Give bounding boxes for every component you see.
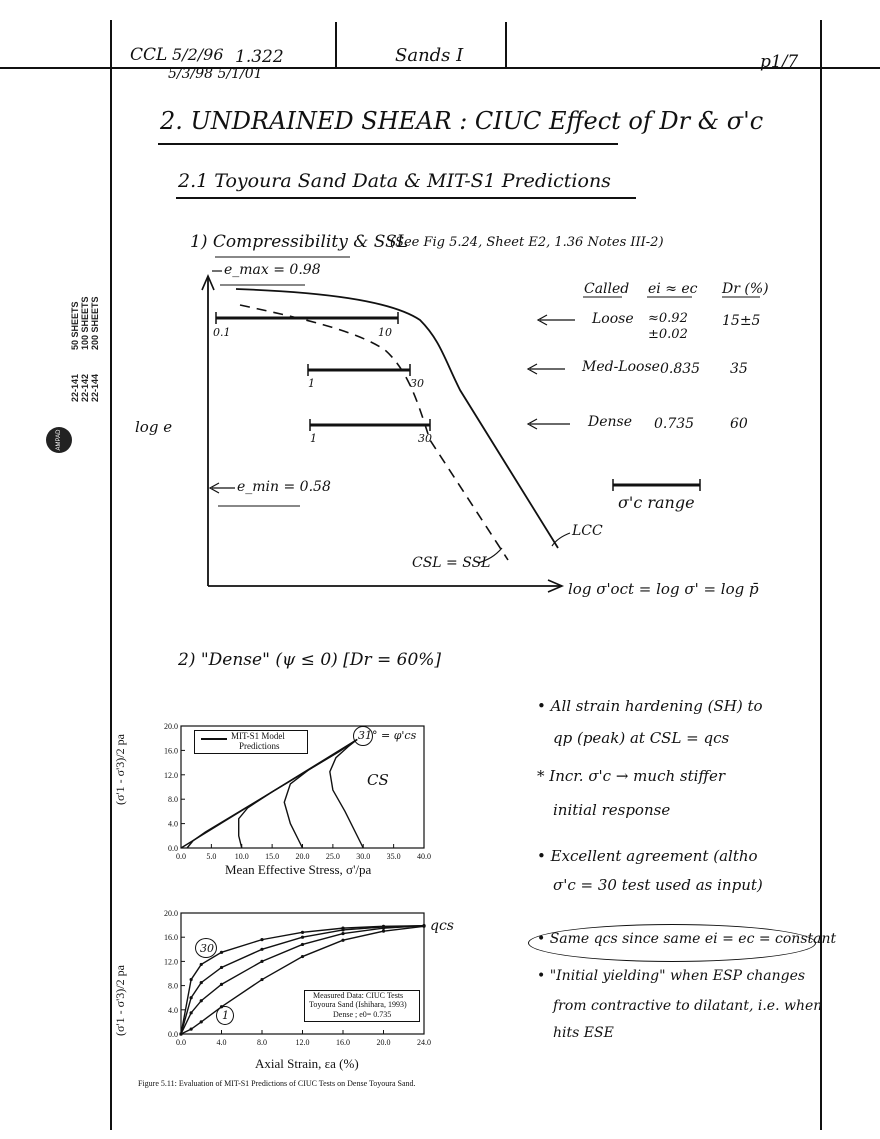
xaxis-label: log σ'oct = log σ' = log p̄ (568, 580, 759, 598)
note-line: qp (peak) at CSL = qcs (553, 729, 730, 747)
bottom-chart-series-point (260, 960, 263, 963)
header-page: p1/7 (760, 52, 799, 72)
csl-label: CSL = SSL (412, 555, 491, 571)
section-title: 2. UNDRAINED SHEAR : CIUC Effect of Dr & σ'c (160, 107, 764, 135)
range-dense-left: 1 (310, 432, 317, 445)
bottom-chart-y-tick-label: 4.0 (168, 1005, 178, 1015)
item1-title: 1) Compressibility & SSL (190, 232, 409, 252)
bottom-chart-series-point (301, 936, 304, 939)
legend-line: MIT-S1 Model (231, 731, 285, 741)
top-chart-x-tick-label: 35.0 (386, 852, 401, 861)
bottom-chart-series-point (260, 938, 263, 941)
range-dense-right: 30 (418, 432, 432, 445)
header-date: 5/2/96 (172, 45, 224, 64)
bottom-chart-y-tick-label: 8.0 (168, 981, 178, 991)
bottom-chart-x-tick-label: 16.0 (336, 1038, 350, 1047)
legend-line: Toyoura Sand (Ishihara, 1993) (309, 1000, 407, 1009)
pad-col-2: 50 SHEETS 100 SHEETS 200 SHEETS (70, 296, 100, 350)
top-chart-y-tick-label: 12.0 (164, 770, 178, 780)
bottom-chart-series-point (301, 931, 304, 934)
bottom-chart-series-point (422, 925, 425, 928)
header-dates-2: 5/3/98 5/1/01 (168, 66, 263, 82)
note-line: • Excellent agreement (altho (537, 847, 758, 865)
top-chart-y-tick-label: 16.0 (164, 746, 178, 756)
bottom-chart-series-point (220, 951, 223, 954)
range-loose-right: 10 (378, 326, 392, 339)
bottom-chart-x-tick-label: 12.0 (295, 1038, 310, 1047)
item2-title: 2) "Dense" (ψ ≤ 0) [Dr = 60%] (178, 650, 442, 670)
table-row-e: 0.835 (660, 361, 701, 377)
table-row-e: ≈0.92 ±0.02 (648, 311, 688, 342)
bottom-chart-series-point (382, 927, 385, 930)
top-chart-y-tick-label: 4.0 (168, 819, 178, 829)
annot-30: 30 (200, 942, 214, 955)
bottom-chart-x-tick-label: 0.0 (176, 1038, 186, 1047)
note-line: initial response (553, 801, 671, 819)
bottom-chart-series-point (220, 983, 223, 986)
range-legend-label: σ'c range (618, 493, 695, 512)
note-line: * Incr. σ'c → much stiffer (537, 767, 726, 785)
yaxis-label: log e (135, 418, 173, 436)
table-row-dr: 60 (730, 416, 748, 432)
bottom-chart-series-point (190, 1028, 193, 1031)
bottom-chart-x-tick-label: 24.0 (417, 1038, 431, 1047)
bottom-chart-series-point (190, 996, 193, 999)
top-chart-y-tick-label: 8.0 (168, 795, 178, 805)
bottom-chart-series-point (200, 963, 203, 966)
table-row-e: 0.735 (654, 416, 695, 432)
header-course: 1.322 (235, 47, 284, 67)
bottom-chart-series-point (341, 939, 344, 942)
note-line: • "Initial yielding" when ESP changes (537, 968, 806, 984)
bottom-chart-series-point (260, 948, 263, 951)
table-row-name: Loose (592, 311, 634, 327)
bottom-chart-series-point (301, 943, 304, 946)
bottom-chart-series-point (301, 955, 304, 958)
bottom-chart-y-tick-label: 16.0 (164, 933, 178, 943)
table-row-dr: 35 (730, 361, 748, 377)
annot-1-circle (216, 1006, 234, 1025)
top-chart-x-tick-label: 25.0 (325, 852, 340, 861)
note-line: • All strain hardening (SH) to (537, 697, 763, 715)
top-chart-y-tick-label: 0.0 (168, 844, 178, 853)
range-loose-left: 0.1 (213, 326, 231, 339)
annot-cs: CS (367, 771, 389, 789)
top-chart-x-tick-label: 10.0 (234, 852, 249, 861)
table-row-name: Dense (588, 414, 632, 430)
annot-1: 1 (222, 1009, 229, 1022)
table-row-name: Med-Loose (582, 359, 660, 375)
top-chart-ylabel: (σ'1 - σ'3)/2 pa (113, 734, 127, 805)
bottom-chart-ylabel: (σ'1 - σ'3)/2 pa (113, 965, 127, 1036)
bottom-chart-series-point (220, 966, 223, 969)
bottom-chart-series-point (190, 978, 193, 981)
note-line: • Same qcs since same ei = ec = constant (537, 931, 837, 947)
figure-caption: Figure 5.11: Evaluation of MIT-S1 Predictions of CIUC Tests on Dense Toyoura Sand. (138, 1079, 416, 1088)
bottom-chart-series-point (382, 930, 385, 933)
bottom-chart-series-point (341, 932, 344, 935)
note-line: hits ESE (553, 1025, 614, 1041)
pad-logo-icon: AMPAD (46, 427, 72, 453)
bottom-chart-x-tick-label: 4.0 (216, 1038, 227, 1047)
legend-line: Dense ; e0= 0.735 (333, 1010, 392, 1019)
emax-label: e_max = 0.98 (224, 262, 321, 278)
table-header-dr: Dr (%) (722, 281, 769, 297)
bottom-chart-series-point (200, 981, 203, 984)
bottom-chart-series-point (190, 1011, 193, 1014)
table-header-e: ei ≈ ec (648, 281, 698, 297)
range-medloose-left: 1 (308, 377, 315, 390)
top-chart-x-tick-label: 20.0 (295, 852, 310, 861)
bottom-chart-series-point (179, 1032, 182, 1035)
bottom-chart-series-point (341, 928, 344, 931)
top-chart-x-tick-label: 0.0 (176, 852, 186, 861)
range-medloose-right: 30 (410, 377, 424, 390)
item1-reference: (See Fig 5.24, Sheet E2, 1.36 Notes III-2) (390, 235, 664, 250)
annot-30-circle (195, 938, 217, 958)
bottom-chart-y-tick-label: 20.0 (164, 909, 178, 918)
emin-label: e_min = 0.58 (237, 479, 331, 495)
header-initials: CCL (130, 45, 168, 65)
top-chart-x-tick-label: 15.0 (265, 852, 280, 861)
annot-phi: 31° = φ'cs (358, 729, 417, 742)
bottom-chart-x-tick-label: 8.0 (257, 1038, 267, 1047)
note-line: σ'c = 30 test used as input) (553, 876, 763, 894)
bottom-chart-xlabel: Axial Strain, εa (%) (255, 1056, 359, 1071)
top-chart-y-tick-label: 20.0 (164, 722, 178, 731)
header-topic: Sands I (395, 45, 464, 66)
note-line: from contractive to dilatant, i.e. when (553, 998, 823, 1014)
table-header-called: Called (584, 281, 630, 297)
bottom-chart-series-point (200, 999, 203, 1002)
bottom-chart-x-tick-label: 20.0 (376, 1038, 391, 1047)
bottom-chart-y-tick-label: 12.0 (164, 957, 178, 967)
table-row-dr: 15±5 (722, 313, 761, 329)
bottom-chart-legend (304, 990, 420, 1022)
bottom-chart-y-tick-label: 0.0 (168, 1030, 178, 1039)
top-chart-x-tick-label: 30.0 (356, 852, 371, 861)
subsection-title: 2.1 Toyoura Sand Data & MIT-S1 Predictions (178, 170, 611, 192)
top-chart-xlabel: Mean Effective Stress, σ'/pa (225, 862, 372, 877)
bottom-chart-series-point (260, 978, 263, 981)
annot-qcs: qcs (430, 918, 454, 934)
top-chart-x-tick-label: 5.0 (206, 852, 217, 861)
legend-line: Measured Data: CIUC Tests (313, 991, 404, 1000)
bottom-chart-series-point (200, 1020, 203, 1023)
pad-col-1: 22-141 22-142 22-144 (70, 373, 100, 402)
lcc-label: LCC (572, 523, 603, 539)
legend-line: Predictions (239, 741, 280, 751)
top-chart-x-tick-label: 40.0 (417, 852, 431, 861)
